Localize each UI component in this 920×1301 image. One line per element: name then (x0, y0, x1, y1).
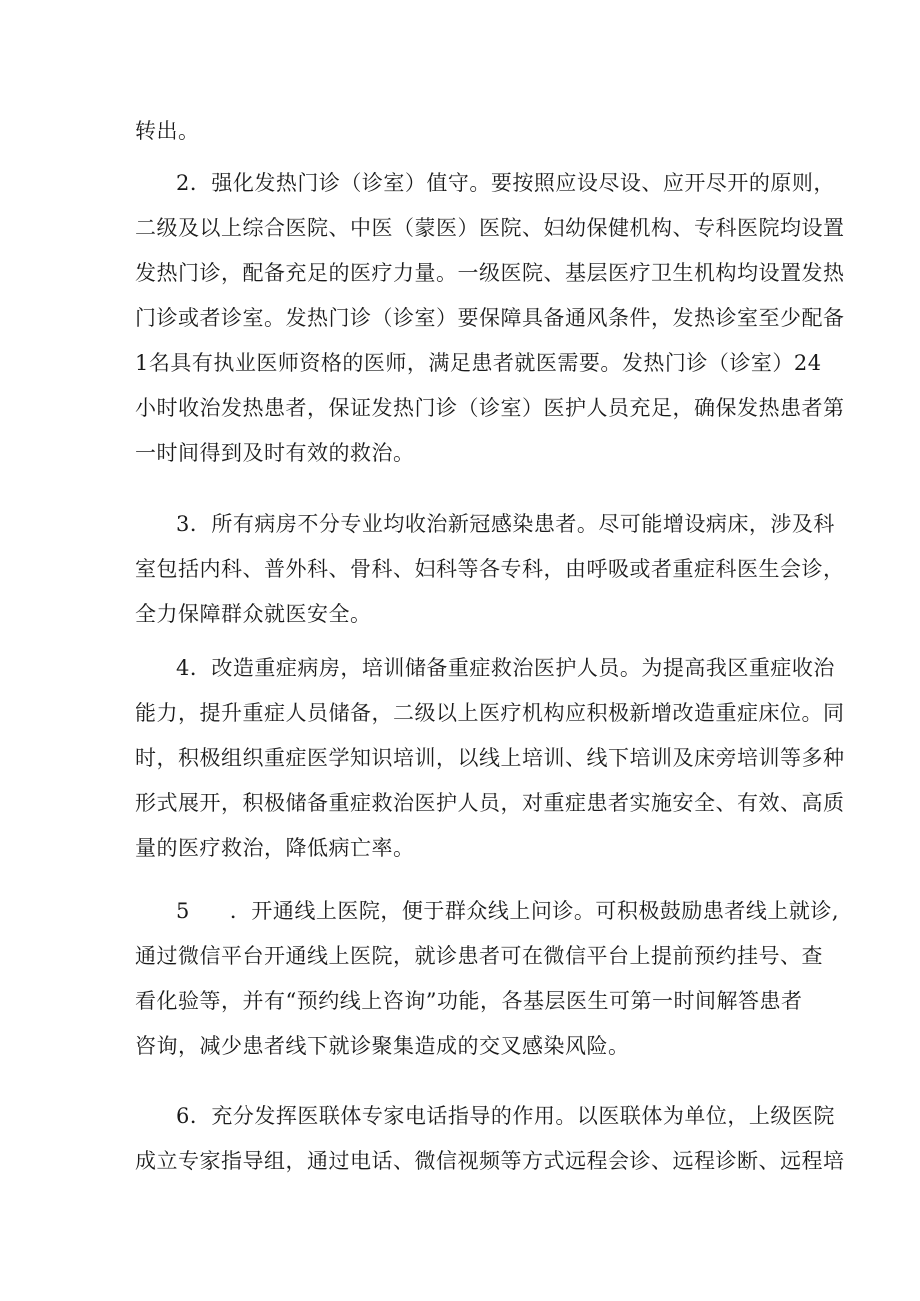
text-line: 3．所有病房不分专业均收治新冠感染患者。尽可能增设病床，涉及科 (176, 512, 835, 536)
text-line: 一时间得到及时有效的救治。 (135, 441, 415, 465)
text-line: 看化验等，并有“预约线上咨询”功能，各基层医生可第一时间解答患者 (135, 989, 803, 1013)
text-line: 咨询，减少患者线下就诊聚集造成的交叉感染风险。 (135, 1034, 630, 1058)
text-line (176, 897, 839, 925)
text-line: 全力保障群众就医安全。 (135, 602, 372, 626)
text-line: 转出。 (135, 119, 200, 143)
text-line: 门诊或者诊室。发热门诊（诊室）要保障具备通风条件，发热诊室至少配备 (135, 306, 845, 330)
text-line: 室包括内科、普外科、骨科、妇科等各专科，由呼吸或者重症科医生会诊， (135, 557, 845, 581)
item-number: 5 (176, 899, 190, 923)
text-line: 量的医疗救治，降低病亡率。 (135, 836, 415, 860)
text-line: 4．改造重症病房，培训储备重症救治医护人员。为提高我区重症收治 (176, 656, 835, 680)
text-line: 成立专家指导组，通过电话、微信视频等方式远程会诊、远程诊断、远程培 (135, 1149, 845, 1173)
text-line: 6．充分发挥医联体专家电话指导的作用。以医联体为单位，上级医院 (176, 1104, 835, 1128)
text-line: 发热门诊，配备充足的医疗力量。一级医院、基层医疗卫生机构均设置发热 (135, 261, 845, 285)
text-line: 1名具有执业医师资格的医师，满足患者就医需要。发热门诊（诊室）24 (135, 351, 822, 375)
text-line: 小时收治发热患者，保证发热门诊（诊室）医护人员充足，确保发热患者第 (135, 396, 845, 420)
text-line: 形式展开，积极储备重症救治医护人员，对重症患者实施安全、有效、高质 (135, 791, 845, 815)
text-line: 时，积极组织重症医学知识培训，以线上培训、线下培训及床旁培训等多种 (135, 746, 845, 770)
text-line: 能力，提升重症人员储备，二级以上医疗机构应积极新增改造重症床位。同 (135, 701, 845, 725)
item-text: ．开通线上医院，便于群众线上问诊。可积极鼓励患者线上就诊, (229, 899, 840, 923)
text-line: 通过微信平台开通线上医院，就诊患者可在微信平台上提前预约挂号、查 (135, 944, 823, 968)
text-line: 二级及以上综合医院、中医（蒙医）医院、妇幼保健机构、专科医院均设置 (135, 216, 845, 240)
text-line: 2．强化发热门诊（诊室）值守。要按照应设尽设、应开尽开的原则， (176, 171, 835, 195)
